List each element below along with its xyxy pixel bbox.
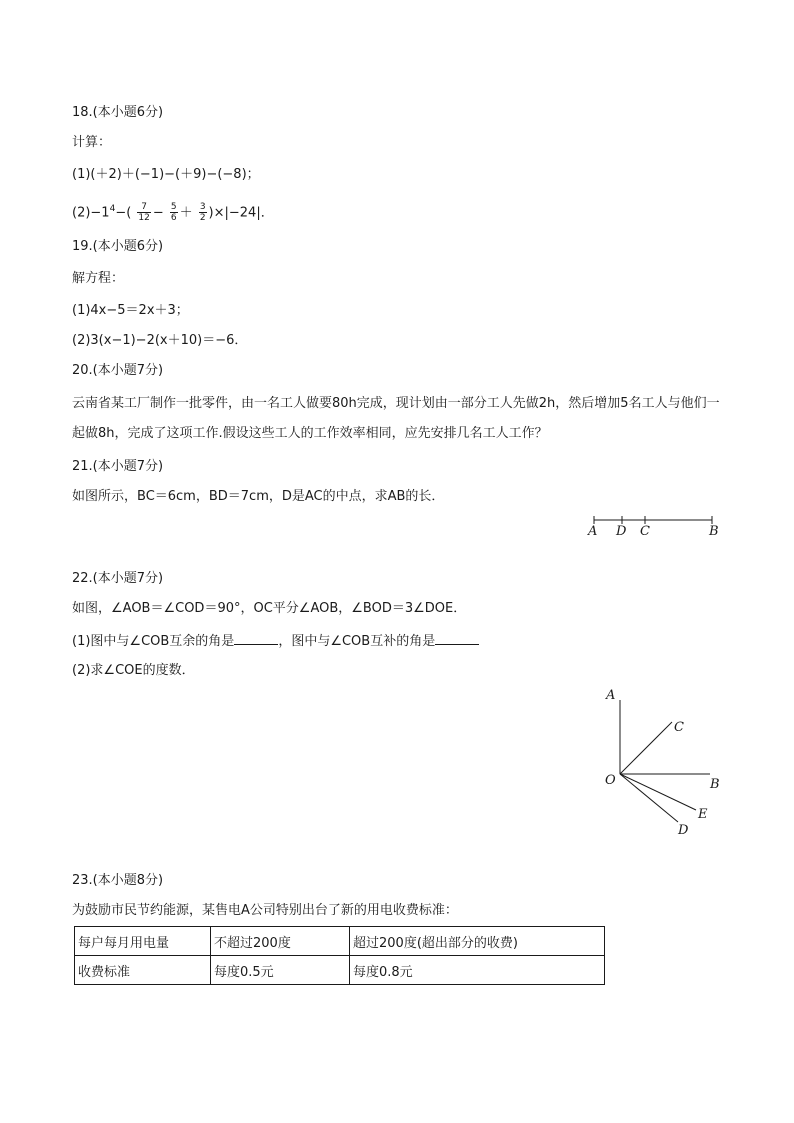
q19-header: 19.(本小题6分) — [72, 239, 164, 254]
q18-plus: ＋ — [179, 205, 193, 221]
q18-part2 — [72, 200, 274, 223]
vertex-o-label: O — [605, 773, 616, 788]
table-cell: 收费标准 — [75, 956, 211, 985]
q18-tail: )×|−24|． — [208, 205, 274, 221]
ray-b-label: B — [710, 777, 720, 792]
q19-part1: (1)4x−5＝2x＋3； — [72, 303, 189, 318]
point-c-label: C — [640, 524, 650, 539]
q21-header: 21.(本小题7分) — [72, 459, 164, 474]
q18-open-paren: −( — [115, 205, 132, 221]
q18-part2-lead: (2)−1 — [72, 205, 110, 221]
q18-fraction-1: $\frac{7}{12}$ — [138, 202, 150, 224]
q18-exponent: 4 — [109, 204, 116, 214]
ray-a-label: A — [606, 688, 616, 703]
ray-c-label: C — [674, 720, 684, 735]
table-cell: 超过200度(超出部分的收费) — [350, 927, 605, 956]
ray-e-label: E — [698, 807, 708, 822]
q22-part1 — [72, 632, 479, 651]
fee-standard-table — [74, 926, 605, 985]
q22-part2: (2)求∠COE的度数． — [72, 663, 195, 678]
q22-given: 如图，∠AOB＝∠COD＝90°，OC平分∠AOB，∠BOD＝3∠DOE． — [72, 601, 467, 616]
table-row — [75, 927, 605, 956]
table-cell: 每度0.5元 — [211, 956, 350, 985]
q19-part2: (2)3(x−1)−2(x＋10)＝−6． — [72, 333, 248, 348]
q23-problem-text: 为鼓励市民节约能源，某售电A公司特别出台了新的用电收费标准： — [72, 903, 458, 918]
answer-blank-1[interactable] — [234, 632, 278, 645]
table-cell: 不超过200度 — [211, 927, 350, 956]
q18-fraction-2: $\frac{5}{6}$ — [170, 202, 177, 224]
q22-part1-mid: ，图中与∠COB互补的角是 — [278, 634, 436, 649]
q18-instruction: 计算： — [72, 135, 112, 150]
q18-part1: (1)(＋2)＋(−1)−(＋9)−(−8)； — [72, 167, 260, 182]
table-cell: 每户每月用电量 — [75, 927, 211, 956]
answer-blank-2[interactable] — [435, 632, 479, 645]
point-a-label: A — [588, 524, 598, 539]
q20-problem-text: 云南省某工厂制作一批零件，由一名工人做要80h完成，现计划由一部分工人先做2h，然后增加5名工人与他们一起做8h，完成了这项工作.假设这些工人的工作效率相同，应先安排几名工人工作？ — [72, 396, 720, 441]
point-b-label: B — [709, 524, 719, 539]
ray-d-label: D — [678, 823, 689, 838]
q18-header: 18.(本小题6分) — [72, 105, 164, 120]
point-d-label: D — [616, 524, 627, 539]
table-cell: 每度0.8元 — [350, 956, 605, 985]
q21-segment-diagram — [584, 510, 724, 540]
q22-part1-lead: (1)图中与∠COB互余的角是 — [72, 634, 235, 649]
q22-angle-diagram — [598, 684, 728, 840]
q21-problem-text: 如图所示，BC＝6cm，BD＝7cm，D是AC的中点，求AB的长． — [72, 489, 445, 504]
q20-header: 20.(本小题7分) — [72, 363, 164, 378]
q23-header: 23.(本小题8分) — [72, 873, 164, 888]
q22-header: 22.(本小题7分) — [72, 571, 164, 586]
table-row — [75, 956, 605, 985]
q18-minus: − — [152, 205, 164, 221]
q19-instruction: 解方程： — [72, 271, 125, 286]
q18-fraction-3: $\frac{3}{2}$ — [199, 202, 206, 224]
